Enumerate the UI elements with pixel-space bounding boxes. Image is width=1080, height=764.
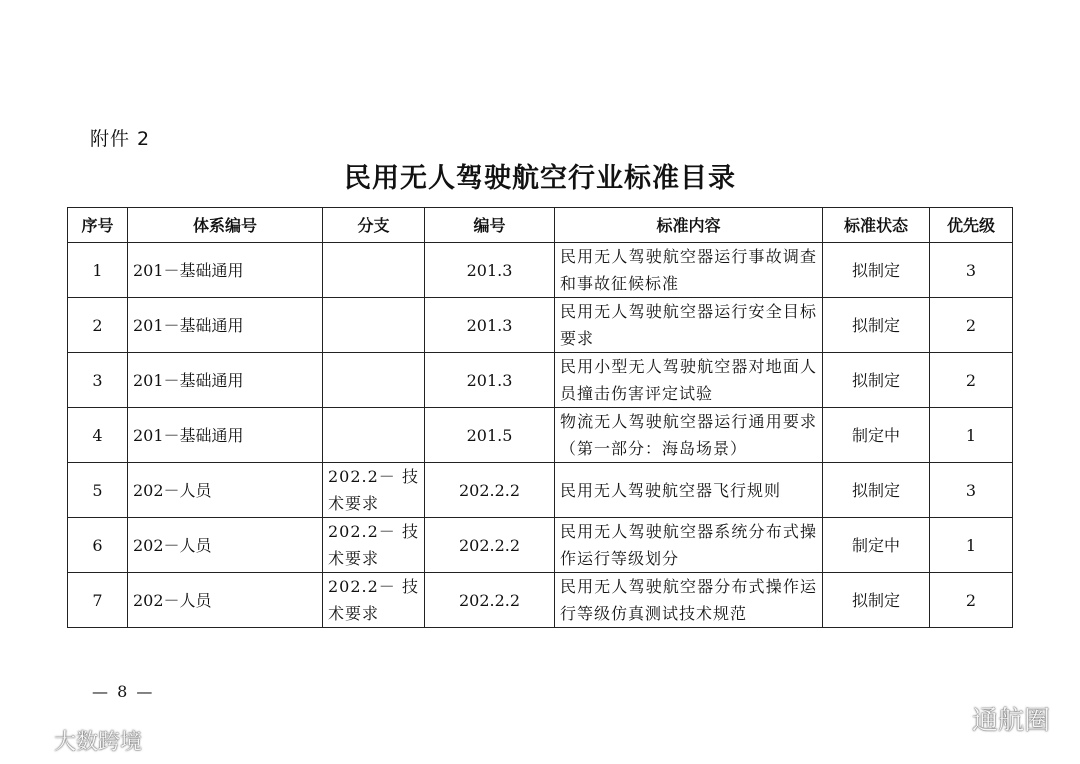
cell-system-code: 201－基础通用: [128, 243, 323, 298]
cell-status: 拟制定: [823, 573, 930, 628]
cell-index: 3: [68, 353, 128, 408]
cell-priority: 2: [930, 298, 1013, 353]
cell-index: 7: [68, 573, 128, 628]
watermark-right-text: 通航圈: [971, 706, 1050, 736]
cell-branch: 202.2－技术要求: [323, 518, 425, 573]
cell-content: 民用小型无人驾驶航空器对地面人员撞击伤害评定试验: [555, 353, 823, 408]
watermark-right: [926, 700, 1050, 737]
cell-content: 民用无人驾驶航空器系统分布式操作运行等级划分: [555, 518, 823, 573]
cell-content: 民用无人驾驶航空器飞行规则: [555, 463, 823, 518]
cell-priority: 3: [930, 463, 1013, 518]
table-row: [68, 463, 1013, 518]
cell-code: 202.2.2: [425, 518, 555, 573]
header-index: 序号: [68, 208, 128, 243]
cell-system-code: 202－人员: [128, 463, 323, 518]
page-number: — 8 —: [92, 682, 155, 701]
header-content: 标准内容: [555, 208, 823, 243]
table-row: [68, 573, 1013, 628]
cell-branch: [323, 298, 425, 353]
cell-priority: 3: [930, 243, 1013, 298]
cell-code: 201.3: [425, 353, 555, 408]
cell-status: 制定中: [823, 408, 930, 463]
cell-branch: 202.2－技术要求: [323, 573, 425, 628]
cell-branch: [323, 408, 425, 463]
cell-code: 202.2.2: [425, 573, 555, 628]
table-row: [68, 408, 1013, 463]
cell-branch: 202.2－技术要求: [323, 463, 425, 518]
cell-content: 民用无人驾驶航空器运行安全目标要求: [555, 298, 823, 353]
cell-code: 202.2.2: [425, 463, 555, 518]
cell-system-code: 201－基础通用: [128, 298, 323, 353]
cell-status: 拟制定: [823, 353, 930, 408]
cell-system-code: 201－基础通用: [128, 353, 323, 408]
attachment-label: 附件 2: [90, 128, 151, 150]
header-status: 标准状态: [823, 208, 930, 243]
table-header-row: [68, 208, 1013, 243]
wechat-icon: [926, 700, 964, 737]
standards-table: [67, 207, 1013, 628]
cell-content: 物流无人驾驶航空器运行通用要求（第一部分：海岛场景）: [555, 408, 823, 463]
cell-code: 201.3: [425, 243, 555, 298]
cell-priority: 2: [930, 353, 1013, 408]
table-row: [68, 518, 1013, 573]
cell-index: 2: [68, 298, 128, 353]
cell-code: 201.3: [425, 298, 555, 353]
cell-index: 4: [68, 408, 128, 463]
cell-index: 1: [68, 243, 128, 298]
cell-branch: [323, 353, 425, 408]
table-row: [68, 298, 1013, 353]
watermark-left: [8, 724, 142, 756]
document-title: 民用无人驾驶航空行业标准目录: [344, 163, 736, 194]
header-branch: 分支: [323, 208, 425, 243]
cell-status: 拟制定: [823, 243, 930, 298]
header-code: 编号: [425, 208, 555, 243]
cell-content: 民用无人驾驶航空器运行事故调查和事故征候标准: [555, 243, 823, 298]
cell-system-code: 202－人员: [128, 518, 323, 573]
cell-system-code: 202－人员: [128, 573, 323, 628]
cell-status: 拟制定: [823, 298, 930, 353]
cell-priority: 1: [930, 408, 1013, 463]
cell-priority: 1: [930, 518, 1013, 573]
table-row: [68, 243, 1013, 298]
weibo-icon: [8, 724, 48, 756]
cell-status: 拟制定: [823, 463, 930, 518]
cell-code: 201.5: [425, 408, 555, 463]
cell-index: 5: [68, 463, 128, 518]
cell-system-code: 201－基础通用: [128, 408, 323, 463]
cell-status: 制定中: [823, 518, 930, 573]
cell-branch: [323, 243, 425, 298]
watermark-left-text: 大数跨境: [54, 729, 143, 755]
table-row: [68, 353, 1013, 408]
cell-priority: 2: [930, 573, 1013, 628]
cell-index: 6: [68, 518, 128, 573]
cell-content: 民用无人驾驶航空器分布式操作运行等级仿真测试技术规范: [555, 573, 823, 628]
header-priority: 优先级: [930, 208, 1013, 243]
header-system-code: 体系编号: [128, 208, 323, 243]
